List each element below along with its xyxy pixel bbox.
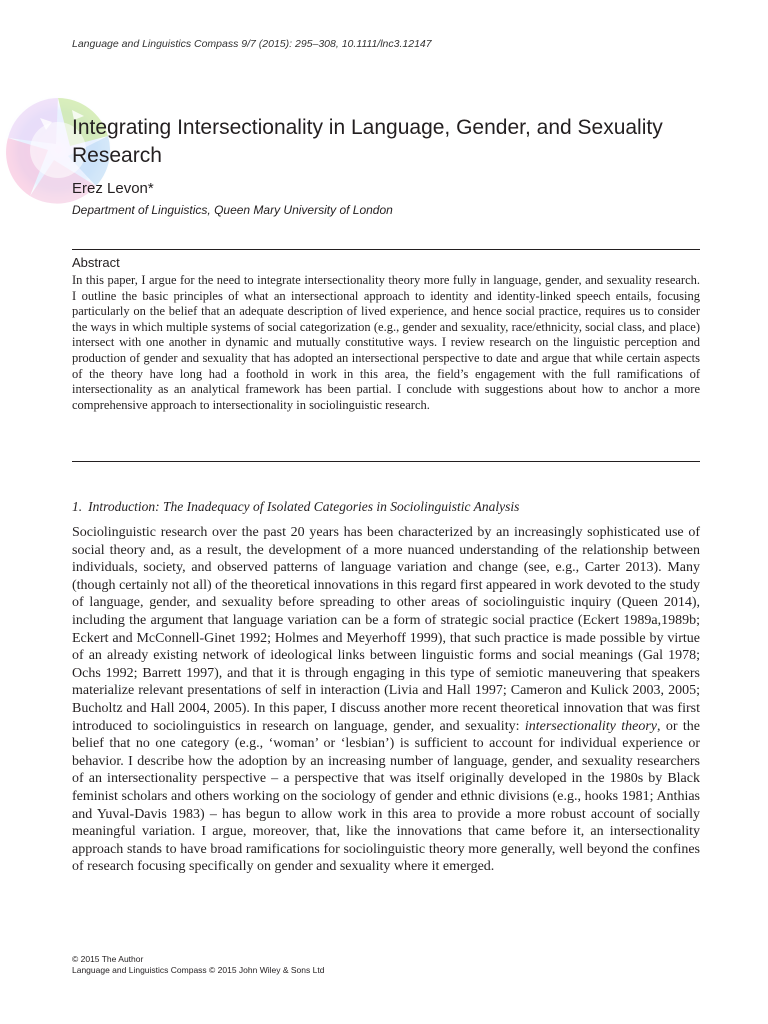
intro-emphasis: intersectionality theory	[524, 718, 657, 734]
author-name: Erez Levon*	[72, 180, 154, 197]
author-affiliation: Department of Linguistics, Queen Mary University of London	[72, 203, 393, 217]
section-title: Introduction: The Inadequacy of Isolated Categories in Sociolinguistic Analysis	[88, 499, 520, 514]
introduction-paragraph	[72, 524, 700, 876]
article-title: Integrating Intersectionality in Language, Gender, and Sexuality Research	[72, 116, 663, 167]
abstract-bottom-divider	[72, 461, 700, 462]
journal-reference: Language and Linguistics Compass 9/7 (2015): 295–308, 10.1111/lnc3.12147	[72, 38, 432, 50]
abstract-top-divider	[72, 249, 700, 250]
publisher-line: Language and Linguistics Compass © 2015 John Wiley & Sons Ltd	[72, 965, 325, 975]
copyright-line: © 2015 The Author	[72, 954, 144, 964]
page-footer	[72, 954, 324, 976]
abstract-text: In this paper, I argue for the need to integrate intersectionality theory more fully in language, gender, and sexuality research. I outline the basic principles of what an intersectional approach to identity and identity-linked speech entails, focusing particularly on the belief that an adequate description of lived experience, and hence social practice, requires us to consider the ways in which multiple systems of social categorization (e.g., gender and sexuality, race/ethnicity, social class, and place) intersect with one another in dynamic and mutually constitutive ways. I review research on the linguistic perception and production of gender and sexuality that has adopted an intersectional perspective to date and argue that while certain aspects of the theory have long had a foothold in work in this area, the field’s engagement with the full ramifications of intersectionality as an analytical framework has been partial. I conclude with suggestions about how to anchor a more comprehensive approach to intersectionality in sociolinguistic research.	[72, 273, 700, 412]
intro-text-part-1: Sociolinguistic research over the past 20 years has been characterized by an increasingly sophisticated use of social theory and, as a result, the development of a more nuanced understanding of the relationship between individuals, society, and observed patterns of language variation and change (see, e.g., Carter 2013). Many (though certainly not all) of the theoretical innovations in this regard first appeared in work devoted to the study of language, gender, and sexuality before spreading to other areas of sociolinguistic inquiry (Queen 2014), including the argument that language variation can be a form of strategic social practice (Eckert 1989a,1989b; Eckert and McConnell-Ginet 1992; Holmes and Meyerhoff 1999), that such practice is made possible by virtue of an already existing network of ideological links between linguistic forms and social meanings (Gal 1978; Ochs 1992; Barrett 1997), and that it is through engaging in this type of semiotic maneuvering that speakers materialize relevant presentations of self in interaction (Livia and Hall 1997; Cameron and Kulick 2003, 2005; Bucholtz and Hall 2004, 2005). In this paper, I discuss another more recent theoretical innovation that was first introduced to sociolinguistics in research on language, gender, and sexuality:	[72, 525, 700, 734]
section-heading	[72, 499, 519, 515]
intro-text-part-2: , or the belief that no one category (e.g., ‘woman’ or ‘lesbian’) is sufficient to account for individual experience or behavior. I describe how the adoption by an increasing number of language, gender, and sexuality researchers of an intersectionality perspective – a perspective that was itself originally developed in the 1980s by Black feminist scholars and others working on the sociology of gender and ethnic divisions (e.g., hooks 1981; Anthias and Yuval-Davis 1983) – has begun to allow work in this area to provide a more robust account of socially meaningful variation. I argue, moreover, that, like the innovations that came before it, an intersectionality approach stands to have broad ramifications for sociolinguistic theory more generally, well beyond the confines of research focusing specifically on gender and sexuality where it emerged.	[72, 718, 700, 875]
section-number: 1.	[72, 499, 83, 514]
abstract-heading: Abstract	[72, 255, 120, 270]
